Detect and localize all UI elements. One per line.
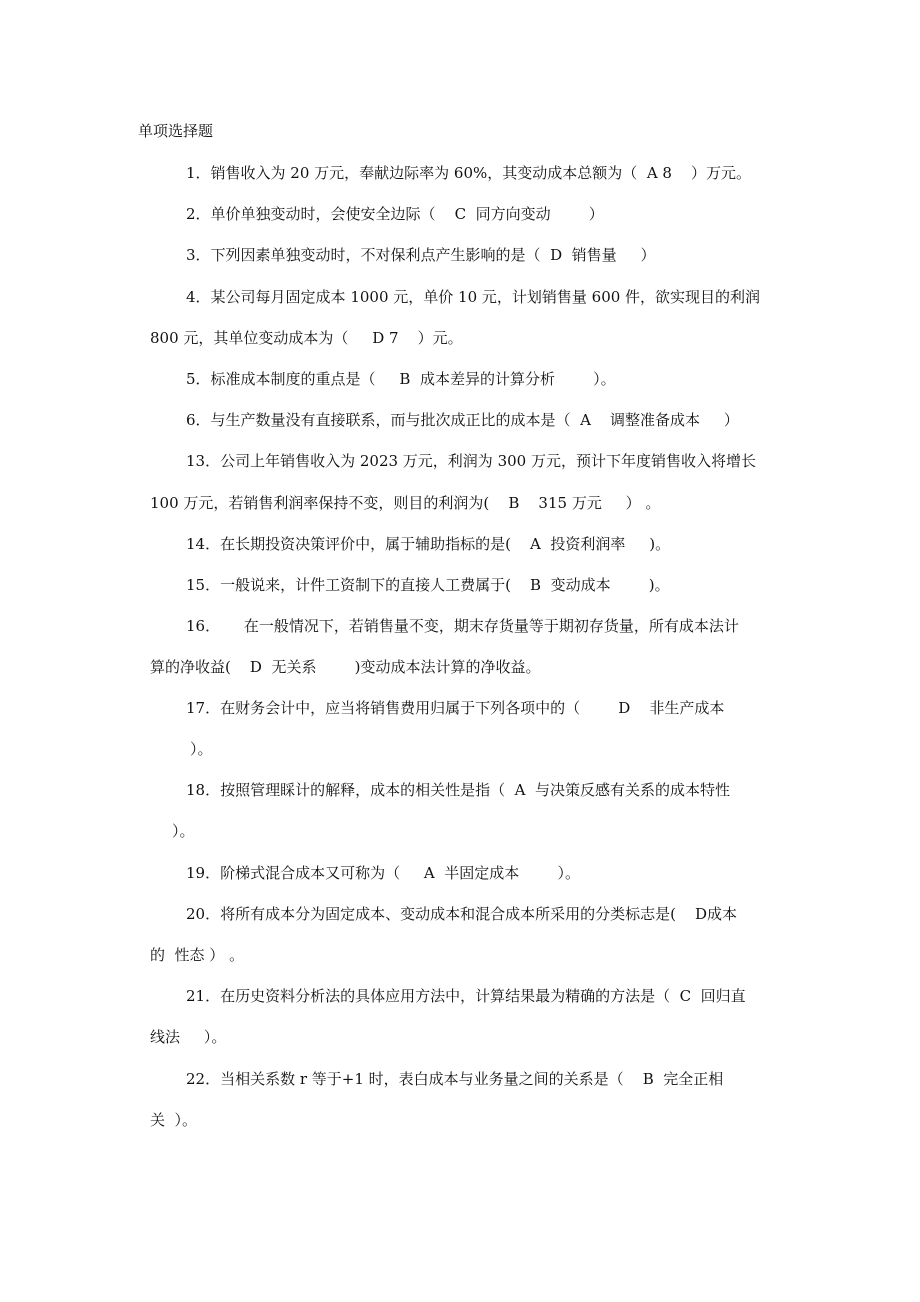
- question-line: 21．在历史资料分析法的具体应用方法中，计算结果最为精确的方法是（ C 回归直: [186, 987, 746, 1005]
- section-title: 单项选择题: [138, 122, 214, 140]
- question-line: 5．标准成本制度的重点是（ B 成本差异的计算分析 ）。: [186, 370, 616, 388]
- question-line: 18．按照管理睬计的解释，成本的相关性是指（ A 与决策反感有关系的成本特性: [186, 781, 730, 799]
- question-line-continuation: 算的净收益( D 无关系 )变动成本法计算的净收益。: [150, 658, 541, 676]
- question-line-continuation: 线法 ）。: [150, 1028, 227, 1046]
- question-line: 14．在长期投资决策评价中，属于辅助指标的是( A 投资利润率 )。: [186, 535, 671, 553]
- question-line: 19．阶梯式混合成本又可称为（ A 半固定成本 ）。: [186, 864, 580, 882]
- question-line-continuation: ）。: [190, 740, 213, 758]
- question-line: 3．下列因素单独变动时，不对保利点产生影响的是（ D 销售量 ）: [186, 246, 656, 264]
- question-line: 2．单价单独变动时，会使安全边际（ C 同方向变动 ）: [186, 205, 604, 223]
- question-line: 15．一般说来，计件工资制下的直接人工费属于( B 变动成本 )。: [186, 576, 670, 594]
- question-line: 17．在财务会计中，应当将销售费用归属于下列各项中的（ D 非生产成本: [186, 699, 725, 717]
- question-line: 20．将所有成本分为固定成本、变动成本和混合成本所采用的分类标志是( D成本: [186, 905, 738, 923]
- question-line: 16． 在一般情况下，若销售量不变，期末存货量等于期初存货量，所有成本法计: [186, 617, 739, 635]
- question-line: 22．当相关系数 r 等于+1 时，表白成本与业务量之间的关系是（ B 完全正相: [186, 1070, 724, 1088]
- question-line-continuation: 800 元，其单位变动成本为（ D 7 ）元。: [150, 329, 463, 347]
- question-line-continuation: 的 性态 ） 。: [150, 946, 245, 964]
- question-line: 4．某公司每月固定成本 1000 元，单价 10 元，计划销售量 600 件，欲实现目的利润: [186, 288, 761, 306]
- question-line: 6．与生产数量没有直接联系，而与批次成正比的成本是（ A 调整准备成本 ）: [186, 411, 739, 429]
- question-line-continuation: ）。: [172, 822, 195, 840]
- question-line: 13．公司上年销售收入为 2023 万元，利润为 300 万元，预计下年度销售收入将增长: [186, 452, 756, 470]
- question-line-continuation: 关 ）。: [150, 1111, 198, 1129]
- question-line-continuation: 100 万元，若销售利润率保持不变，则目的利润为( B 315 万元 ） 。: [150, 494, 661, 512]
- question-line: 1．销售收入为 20 万元，奉献边际率为 60%，其变动成本总额为（ A 8 ）万元。: [186, 164, 752, 182]
